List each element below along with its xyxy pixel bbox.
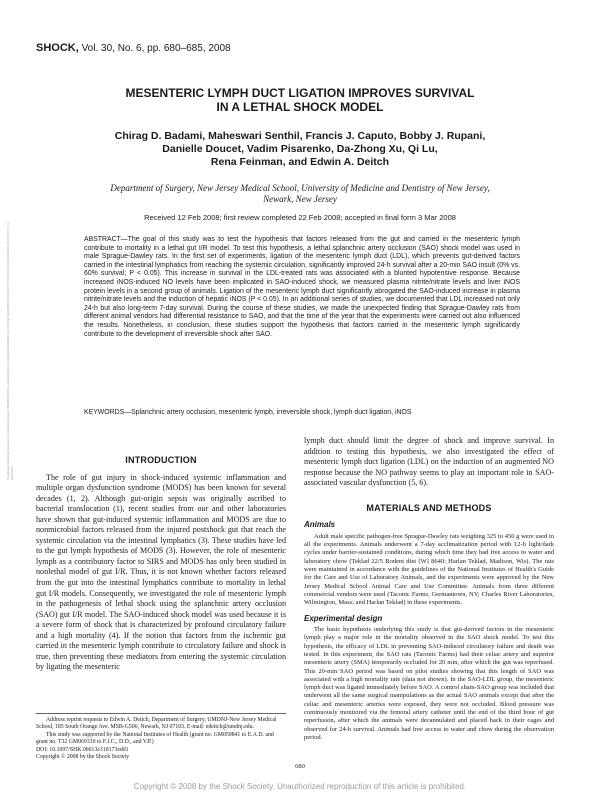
page-number: 680 bbox=[295, 763, 305, 770]
title-line: MESENTERIC LYMPH DUCT LIGATION IMPROVES SURVIVAL bbox=[125, 86, 475, 100]
footnote-copyright: Copyright © 2008 by the Shock Society bbox=[36, 754, 129, 761]
footnote-funding: This study was supported by the National Institutes of Health (grant no. GM059841 to E.A.D. and grant no. T32 GM069330 to F.J.C., D.D., and V.P.) bbox=[36, 731, 274, 746]
affiliation-line: Department of Surgery, New Jersey Medical School, University of Medicine and Dentistry of New Jersey, bbox=[110, 183, 490, 193]
design-heading: Experimental design bbox=[304, 613, 383, 623]
affiliation bbox=[50, 183, 550, 205]
author-line: Rena Feinman, and Edwin A. Deitch bbox=[210, 156, 390, 168]
journal-citation bbox=[36, 42, 231, 54]
footnotes bbox=[36, 713, 286, 761]
author-line: Danielle Doucet, Vadim Pisarenko, Da-Zhong Xu, Qi Lu, bbox=[162, 143, 438, 155]
left-column bbox=[36, 455, 286, 673]
keywords: KEYWORDS—Splanchnic artery occlusion, mesenteric lymph, irreversible shock, lymph duct ligation, iNOS bbox=[84, 409, 412, 416]
right-column bbox=[304, 436, 554, 742]
download-watermark: Downloaded from http://journals.lww.com/shockjournal by BhDMf5ePHKav1zEoum1tQfN4a+kJLhEZgbsIHo4XMi0hCywCX1AWnYQp/IlQrHD3i3D0OdRyi7TvSFl4Cf3VC4/OAVpDDa8KKGKV0Ymy+78= on 05/04/2024 bbox=[6, 222, 14, 480]
article-title bbox=[60, 86, 540, 114]
journal-volume: Vol. 30, No. 6, pp. 680–685, 2008 bbox=[81, 43, 231, 54]
affiliation-line: Newark, New Jersey bbox=[263, 194, 337, 204]
author-list bbox=[40, 130, 560, 169]
abstract: ABSTRACT—The goal of this study was to test the hypothesis that factors released from the gut and carried in the mesenteric lymph contribute to mortality in a lethal gut I/R model. To test this hypothesis, a lethal splanchnic artery occlusion (SAO) shock model was used in male Sprague-Dawley rats. In the first set of experiments, ligation of the mesenteric lymph duct (LDL), which prevents gut-derived factors carried in the intestinal lymphatics from reaching the systemic circulation, significantly improved 24-h survival after a 20-min SAO insult (0% vs. 60% survival; P < 0.05). This increase in survival in the LDL-treated rats was associated with a blunted hypotensive response. Because increased iNOS-induced NO levels have been implicated in SAO-induced shock, we measured plasma nitrite/nitrate levels and liver iNOS protein levels in a second group of animals. Ligation of the mesenteric lymph duct significantly abrogated the SAO-induced increase in plasma nitrite/nitrate levels and the induction of hepatic iNOS (P < 0.05). In an additional series of studies, we documented that LDL increased not only 24-h but also long-term 7-day survival. During the course of these studies, we made the unexpected finding that Sprague-Dawley rats from different animal vendors had differential resistance to SAO, and that the time of the year that the experiments were carried out also influenced the results. Nonetheless, in conclusion, these studies support the hypothesis that factors carried in the mesenteric lymph significantly contribute to the development of irreversible shock after SAO. bbox=[84, 236, 520, 338]
introduction-continued: lymph duct should limit the degree of shock and improve survival. In addition to testing this hypothesis, we also investigated the effect of mesenteric lymph duct ligation (LDL) on the induction of an augmented NO response because the NO pathway seems to play an important role in SAO-associated vascular dysfunction (5, 6). bbox=[304, 436, 554, 488]
title-line: IN A LETHAL SHOCK MODEL bbox=[216, 100, 384, 114]
footnote-doi: DOI: 10.1097/SHK.0b013e318173edd1 bbox=[36, 746, 129, 753]
introduction-heading: INTRODUCTION bbox=[125, 455, 197, 465]
methods-heading: MATERIALS AND METHODS bbox=[366, 502, 492, 513]
journal-name: SHOCK, bbox=[36, 42, 79, 54]
footnote-address: Address reprint requests to Edwin A. Deitch, Department of Surgery, UMDNJ-New Jersey Medical School, 185 South Orange Ave. MSB-G506, Newark, NJ 07103. E-mail: edeitch@umdnj.edu. bbox=[36, 717, 277, 731]
animals-paragraph: Adult male specific pathogen-free Sprague-Dawley rats weighing 325 to 450 g were used in all the experiments. Animals underwent a 7-day acclimatization period with 12-h light/dark cycles under barrier-sustained conditions, during which time they had free access to water and laboratory chow (Teklad 22/5 Rodent diet [W] 8640; Harlan Teklad, Madison, Wis). The rats were maintained in accordance with the guidelines of the National Institutes of Health's Guide for the Care and Use of Laboratory Animals, and the experiments were approved by the New Jersey Medical School Animal Care and Use Committee. Animals from three different commercial vendors were used (Taconic Farms, Germantown, NY; Charles River Laboratories, Wilmington, Mass; and Harlan Teklad) in these experiments. bbox=[304, 532, 554, 607]
author-line: Chirag D. Badami, Maheswari Senthil, Francis J. Caputo, Bobby J. Rupani, bbox=[114, 130, 486, 142]
received-dates: Received 12 Feb 2008; first review completed 22 Feb 2008; accepted in final form 3 Mar 2008 bbox=[144, 213, 456, 222]
animals-heading: Animals bbox=[304, 520, 336, 530]
design-paragraph: The basic hypothesis underlying this study is that gut-derived factors in the mesenteric lymph play a major role in the mortality observed in the SAO shock model. To test this hypothesis, the efficacy of LDL in preventing SAO-induced circulatory failure and death was tested. In this experiment, the SAO rats (Taconic Farms) had their celiac artery and superior mesenteric artery (SMA) temporarily occluded for 20 min, after which the gut was reperfused. This 20-min SAO period was based on pilot studies showing that this length of SAO was associated with a high mortality rate (data not shown). In the SAO-LDL group, the mesenteric lymph duct was ligated immediately before SAO. A control sham-SAO group was included that underwent all the same surgical manipulations as the actual SAO animals except that after the celiac and mesenteric arteries were exposed, they were not occluded. Blood pressure was continuously monitored via the femoral artery catheter until the end of the third hour of gut reperfusion, after which the animals were decannulated and placed back in their cages and observed for 24-h survival. Animals had free access to water and chow during the observation period. bbox=[304, 626, 554, 741]
copyright-notice: Copyright © 2008 by the Shock Society. Unauthorized reproduction of this article is prohibited. bbox=[133, 782, 467, 791]
introduction-paragraph: The role of gut injury in shock-induced systemic inflammation and multiple organ dysfunction syndrome (MODS) has been known for several decades (1, 2). Although gut-origin sepsis was originally ascribed to bacterial translocation (1), recent studies from our and other laboratories have shown that gut-induced systemic inflammation and MODS are due to nonmicrobial factors released from the injured postshock gut that reach the systemic circulation via the intestinal lymphatics (3). These studies have led to the gut lymph hypothesis of MODS (3). However, the role of mesenteric lymph as a contributory factor to SIRS and MODS has only been studied in nonlethal model of gut I/R. Thus, it is not known whether factors released from the gut into the intestinal lymphatics contribute to mortality in lethal gut I/R models. Consequently, we investigated the role of mesenteric lymph in the pathogenesis of lethal shock using the splanchnic artery occlusion (SAO) gut I/R model. The SAO-induced shock model was used because it is a severe form of shock that is characterized by profound circulatory failure and a high mortality (4). If the notion that factors from the ischemic gut carried in the mesenteric lymph contribute to circulatory failure and shock is true, then preventing these mediators from entering the systemic circulation by ligating the mesenteric bbox=[36, 472, 286, 672]
